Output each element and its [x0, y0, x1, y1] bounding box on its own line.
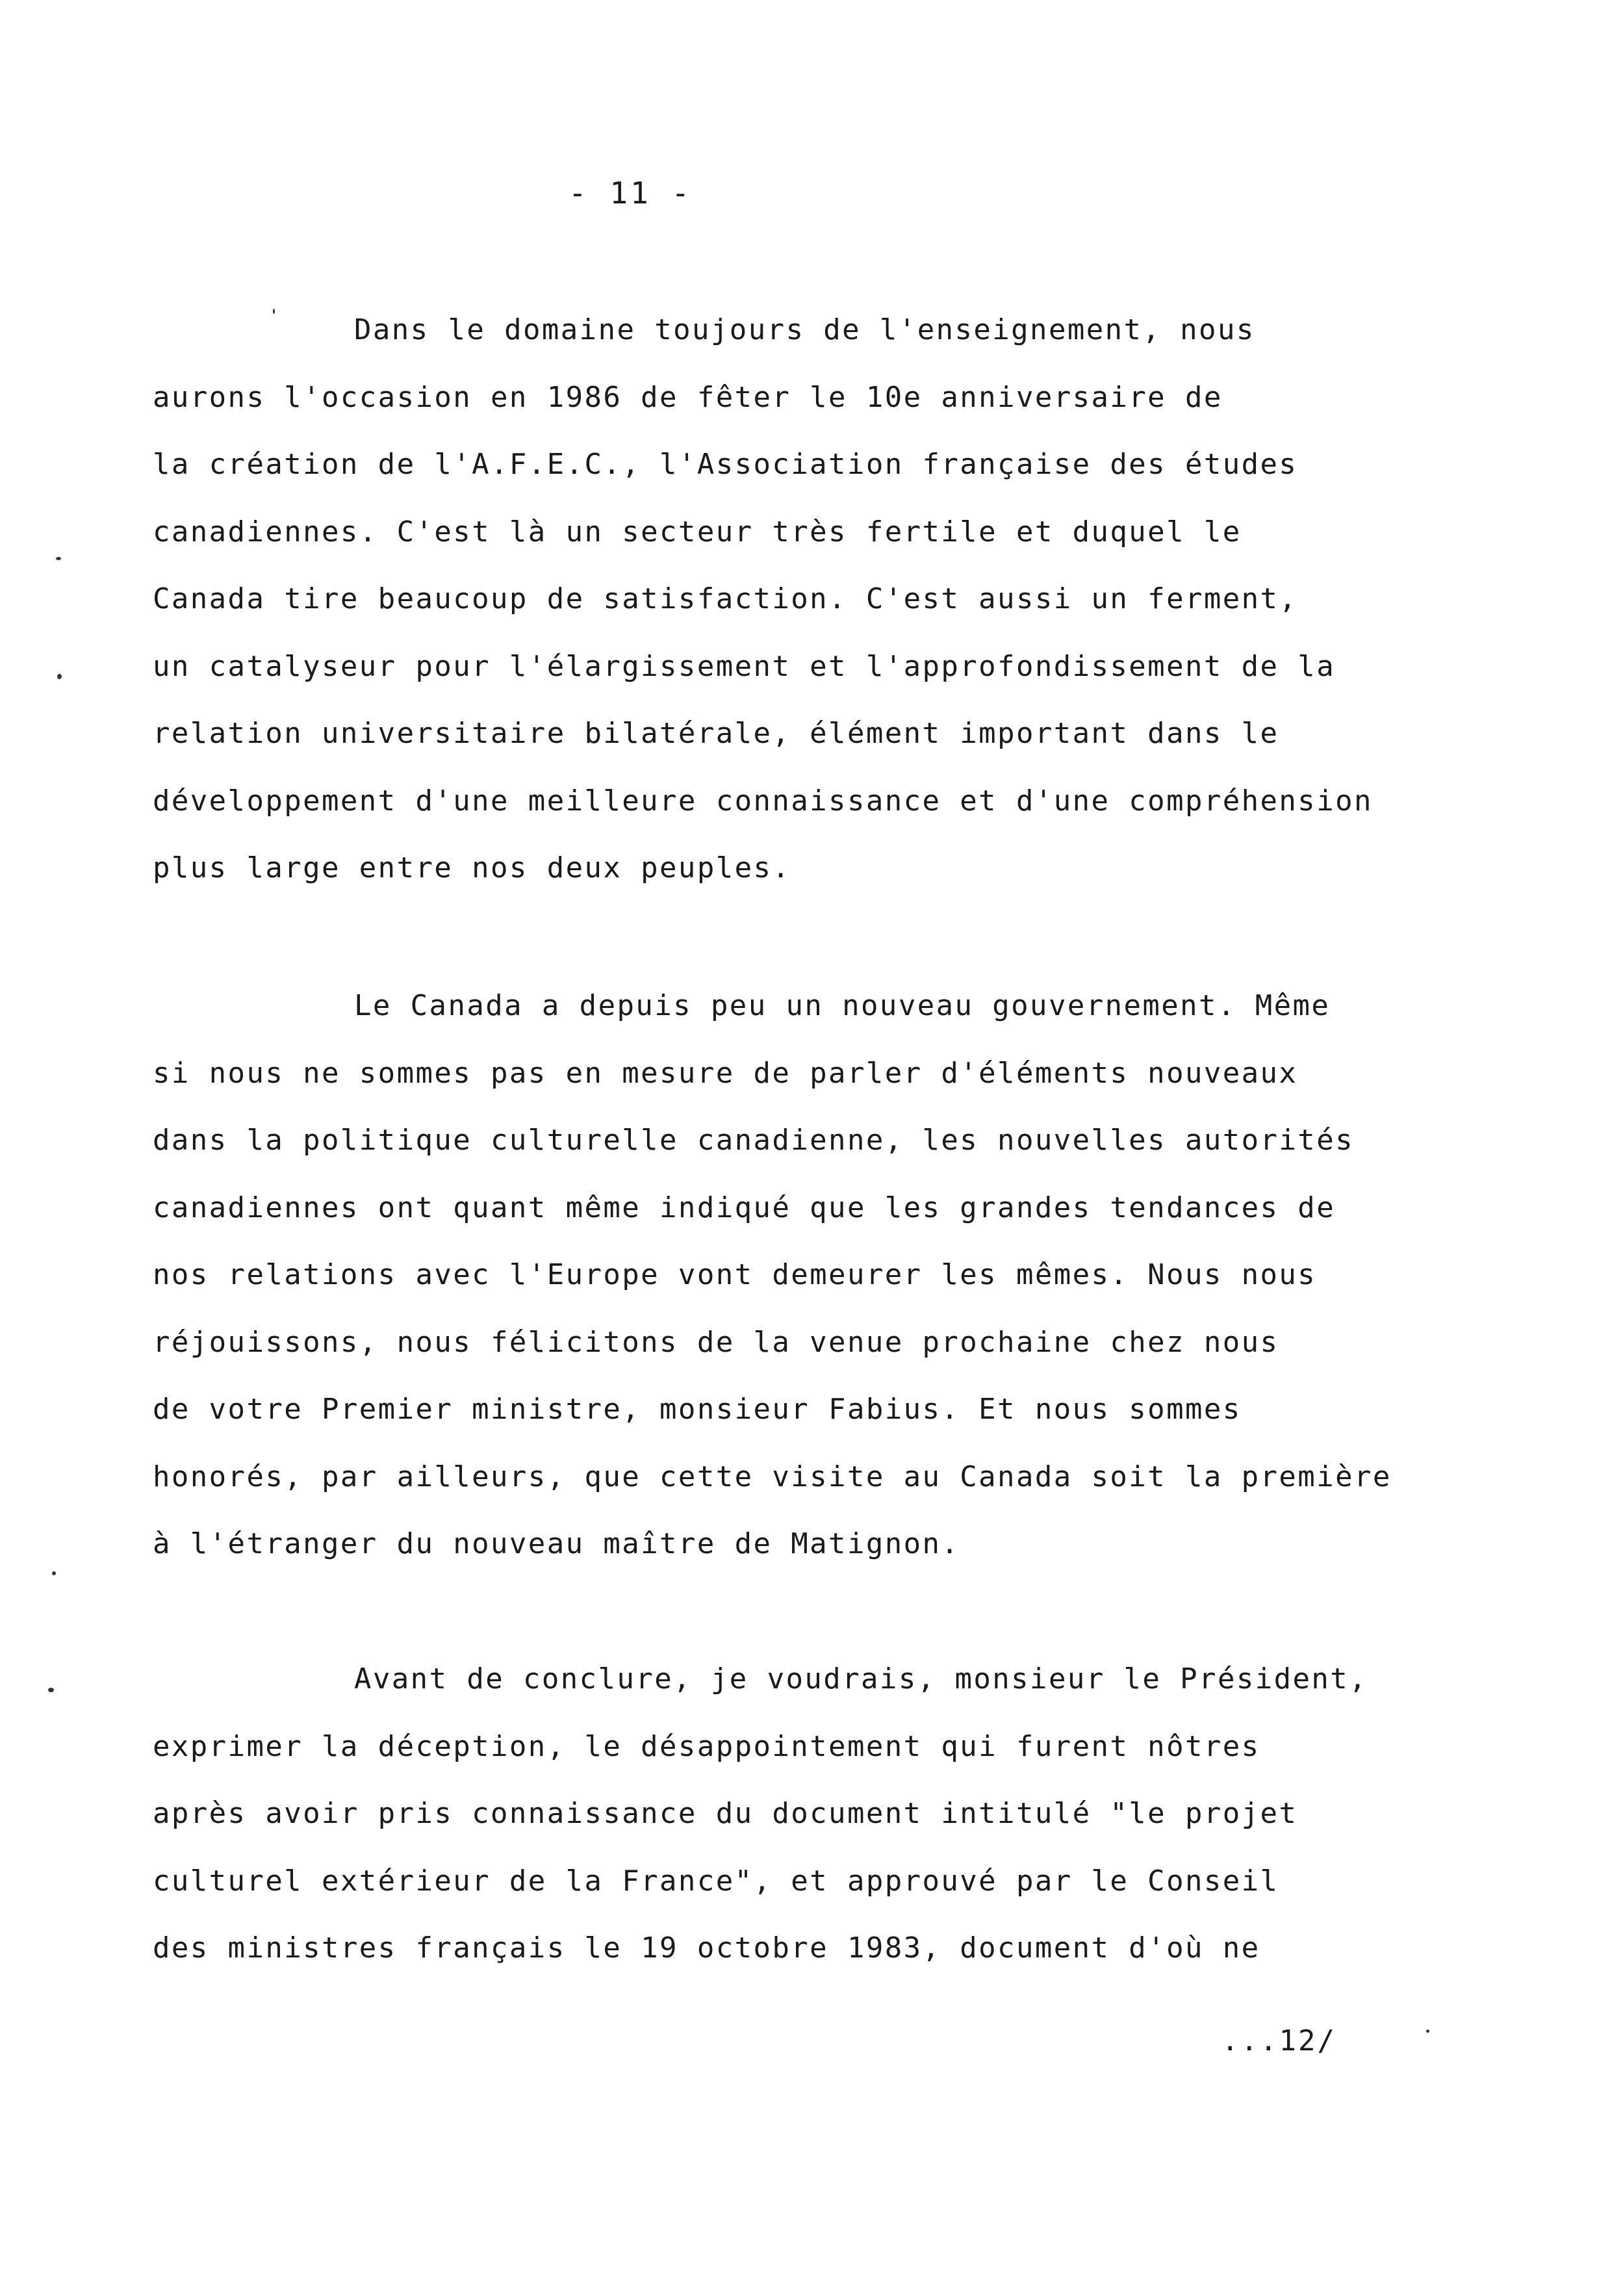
scan-speck	[1426, 2030, 1429, 2033]
text-line: développement d'une meilleure connaissance et d'une compréhension	[153, 784, 1373, 818]
text-line: relation universitaire bilatérale, élément important dans le	[153, 717, 1279, 750]
text-line: réjouissons, nous félicitons de la venue prochaine chez nous	[153, 1325, 1279, 1359]
text-line: plus large entre nos deux peuples.	[153, 851, 791, 884]
scan-speck	[57, 674, 62, 679]
text-line: culturel extérieur de la France", et approuvé par le Conseil	[153, 1864, 1279, 1898]
text-line: après avoir pris connaissance du document intitulé "le projet	[153, 1797, 1298, 1830]
text-line: la création de l'A.F.E.C., l'Association française des études	[153, 448, 1298, 481]
text-line: dans la politique culturelle canadienne, les nouvelles autorités	[153, 1124, 1354, 1157]
paragraph-2	[153, 972, 1465, 1578]
paragraph-1	[153, 296, 1465, 902]
scan-speck	[273, 309, 275, 314]
text-line: canadiennes ont quant même indiqué que les grandes tendances de	[153, 1191, 1336, 1224]
scan-speck	[52, 1571, 56, 1575]
scan-speck	[56, 557, 61, 560]
text-line: à l'étranger du nouveau maître de Matignon.	[153, 1527, 960, 1560]
text-line: Canada tire beaucoup de satisfaction. C'est aussi un ferment,	[153, 582, 1298, 615]
page-number: - 11 -	[569, 175, 693, 211]
text-line: Avant de conclure, je voudrais, monsieur le Président,	[354, 1662, 1368, 1696]
text-line: Dans le domaine toujours de l'enseignement, nous	[354, 313, 1255, 346]
text-line: nos relations avec l'Europe vont demeurer les mêmes. Nous nous	[153, 1258, 1317, 1291]
text-line: Le Canada a depuis peu un nouveau gouvernement. Même	[354, 989, 1331, 1022]
text-line: canadiennes. C'est là un secteur très fertile et duquel le	[153, 515, 1242, 548]
text-line: de votre Premier ministre, monsieur Fabius. Et nous sommes	[153, 1393, 1242, 1426]
text-line: honorés, par ailleurs, que cette visite au Canada soit la première	[153, 1460, 1392, 1493]
continuation-marker: ...12/	[1221, 2024, 1336, 2057]
text-line: exprimer la déception, le désappointement qui furent nôtres	[153, 1729, 1260, 1763]
text-line: aurons l'occasion en 1986 de fêter le 10e anniversaire de	[153, 380, 1223, 414]
scan-speck	[48, 1688, 54, 1692]
text-line: des ministres français le 19 octobre 1983, document d'où ne	[153, 1931, 1260, 1965]
text-line: si nous ne sommes pas en mesure de parler d'éléments nouveaux	[153, 1056, 1298, 1090]
paragraph-3	[153, 1645, 1465, 1982]
text-line: un catalyseur pour l'élargissement et l'approfondissement de la	[153, 649, 1336, 683]
